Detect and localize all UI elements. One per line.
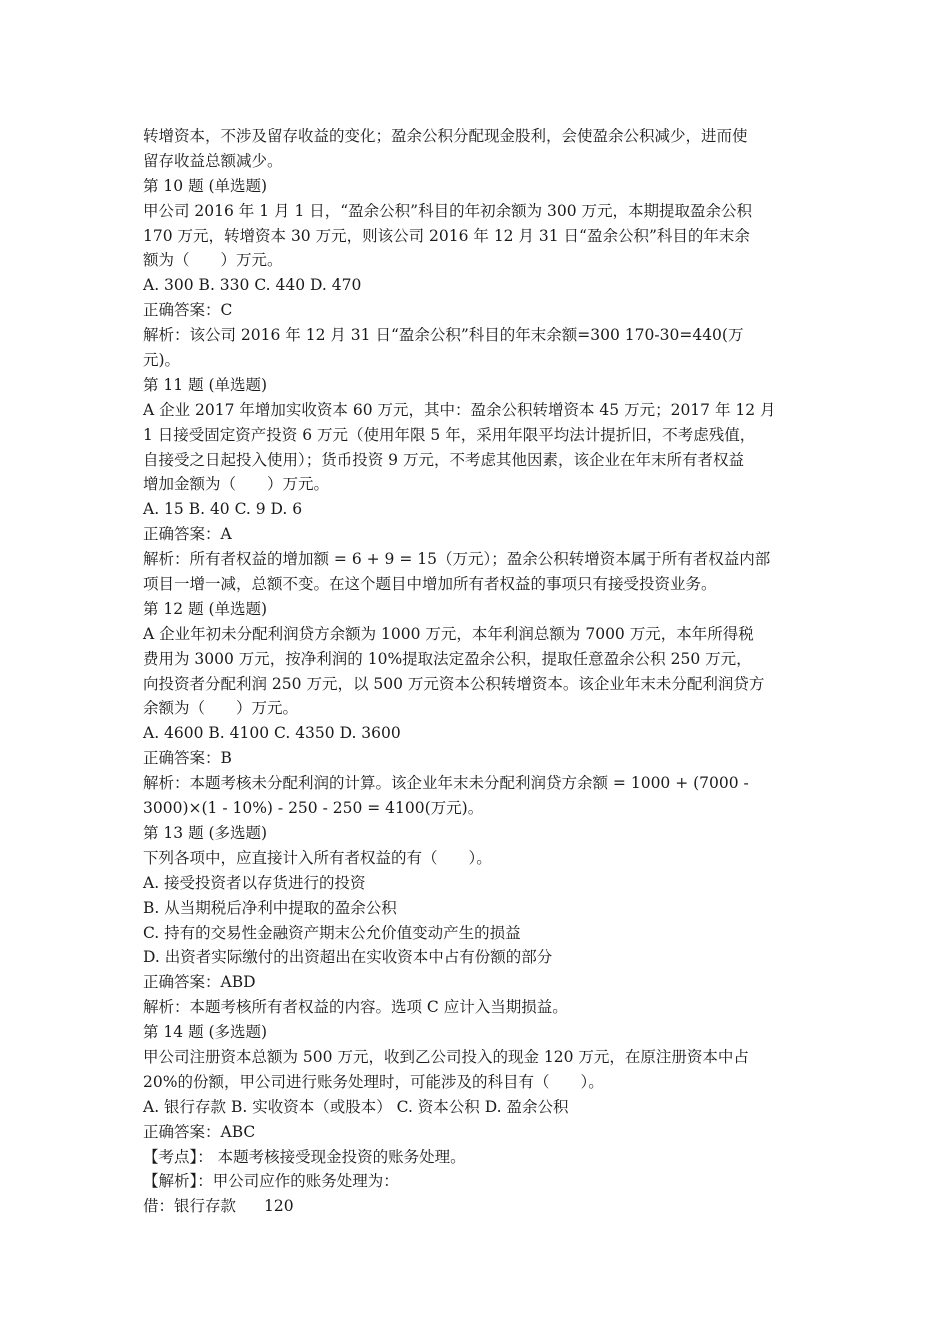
answer-options: A. 300 B. 330 C. 440 D. 470: [143, 276, 362, 295]
key-point: 【考点】： 本题考核接受现金投资的账务处理。: [143, 1147, 466, 1166]
explanation: 解析：本题考核未分配利润的计算。该企业年末未分配利润贷方余额 = 1000 + (7000 -: [143, 774, 749, 793]
document-page: [143, 124, 811, 1219]
question-text: 甲公司 2016 年 1 月 1 日，“盈余公积”科目的年初余额为 300 万元，本期提取盈余公积: [143, 201, 753, 220]
answer-options: A. 银行存款 B. 实收资本（或股本） C. 资本公积 D. 盈余公积: [143, 1097, 569, 1116]
question-text: 额为（ ）万元。: [143, 251, 283, 270]
explanation: 解析：该公司 2016 年 12 月 31 日“盈余公积”科目的年末余额=300 170-30=440(万: [143, 326, 744, 345]
question-heading: 第 13 题 (多选题): [143, 823, 268, 842]
question-heading: 第 14 题 (多选题): [143, 1023, 268, 1042]
correct-answer: 正确答案：A: [143, 525, 232, 544]
question-text: 甲公司注册资本总额为 500 万元，收到乙公司投入的现金 120 万元，在原注册资本中占: [143, 1047, 749, 1066]
explanation: 【解析】：甲公司应作的账务处理为：: [143, 1172, 399, 1191]
answer-options: A. 15 B. 40 C. 9 D. 6: [143, 500, 303, 519]
question-text: 自接受之日起投入使用）；货币投资 9 万元，不考虑其他因素，该企业在年末所有者权益: [143, 450, 744, 469]
question-text: A 企业年初未分配利润贷方余额为 1000 万元，本年利润总额为 7000 万元，本年所得税: [143, 624, 754, 643]
question-text: 余额为（ ）万元。: [143, 699, 299, 718]
correct-answer: 正确答案：ABC: [143, 1122, 256, 1141]
question-text: 20%的份额，甲公司进行账务处理时，可能涉及的科目有（ ）。: [143, 1072, 604, 1091]
question-text: 170 万元，转增资本 30 万元，则该公司 2016 年 12 月 31 日“盈余公积”科目的年末余: [143, 226, 750, 245]
question-heading: 第 11 题 (单选题): [143, 375, 268, 394]
explanation: 元)。: [143, 351, 181, 370]
question-text: 向投资者分配利润 250 万元，以 500 万元资本公积转增资本。该企业年末未分配利润贷方: [143, 674, 765, 693]
answer-option: A. 接受投资者以存货进行的投资: [143, 873, 366, 892]
question-text: A 企业 2017 年增加实收资本 60 万元，其中：盈余公积转增资本 45 万元；2017 年 12 月: [143, 400, 776, 419]
answer-options: A. 4600 B. 4100 C. 4350 D. 3600: [143, 724, 401, 743]
explanation: 解析：本题考核所有者权益的内容。选项 C 应计入当期损益。: [143, 998, 568, 1017]
explanation: 项目一增一减，总额不变。在这个题目中增加所有者权益的事项只有接受投资业务。: [143, 575, 717, 594]
question-text: 下列各项中，应直接计入所有者权益的有（ ）。: [143, 848, 492, 867]
correct-answer: 正确答案：B: [143, 749, 232, 768]
journal-entry: [143, 1194, 811, 1219]
journal-entry-label: 借：银行存款: [143, 1197, 237, 1216]
text-line: 留存收益总额减少。: [143, 151, 283, 170]
answer-option: D. 出资者实际缴付的出资超出在实收资本中占有份额的部分: [143, 948, 553, 967]
question-heading: 第 12 题 (单选题): [143, 599, 268, 618]
correct-answer: 正确答案：ABD: [143, 973, 256, 992]
explanation: 解析：所有者权益的增加额 = 6 + 9 = 15（万元）；盈余公积转增资本属于所有者权益内部: [143, 550, 771, 569]
journal-entry-amount: 120: [264, 1197, 294, 1216]
correct-answer: 正确答案：C: [143, 301, 233, 320]
question-text: 增加金额为（ ）万元。: [143, 475, 330, 494]
question-text: 1 日接受固定资产投资 6 万元（使用年限 5 年，采用年限平均法计提折旧，不考虑残值，: [143, 425, 756, 444]
answer-option: B. 从当期税后净利中提取的盈余公积: [143, 898, 397, 917]
explanation: 3000)×(1 - 10%) - 250 - 250 = 4100(万元)。: [143, 799, 484, 818]
question-heading: 第 10 题 (单选题): [143, 176, 268, 195]
answer-option: C. 持有的交易性金融资产期末公允价值变动产生的损益: [143, 923, 521, 942]
text-line: 转增资本，不涉及留存收益的变化；盈余公积分配现金股利，会使盈余公积减少，进而使: [143, 127, 748, 145]
question-text: 费用为 3000 万元，按净利润的 10%提取法定盈余公积，提取任意盈余公积 250 万元，: [143, 649, 752, 668]
